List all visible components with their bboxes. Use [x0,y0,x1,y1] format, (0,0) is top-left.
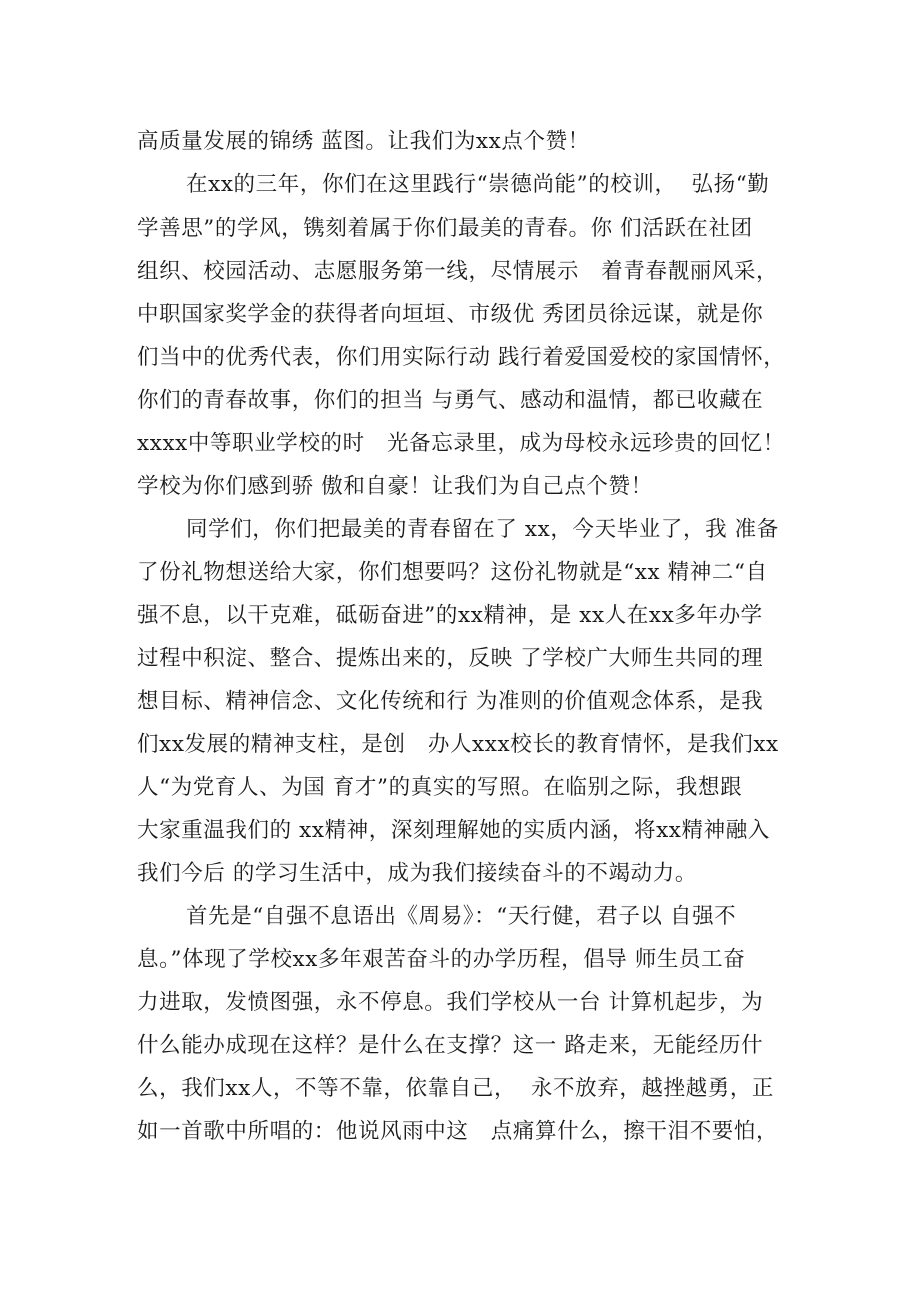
text-line: 么，我们xx人，不等不靠，依靠自己， 永不放弃，越挫越勇，正 [137,1076,775,1101]
text-line: 过程中积淀、整合、提炼出来的，反映 了学校广大师生共同的理 [137,646,764,671]
text-line: 力进取，发愤图强，永不停息。我们学校从一台 计算机起步，为 [137,990,764,1015]
text-line: 什么能办成现在这样？是什么在支撑？这一 路走来，无能经历什 [137,1033,764,1058]
text-line: 了份礼物想送给大家，你们想要吗？这份礼物就是“xx 精神二“自 [137,560,768,585]
text-line: 学校为你们感到骄 傲和自豪！让我们为自己点个赞！ [137,474,653,499]
text-line: 们xx发展的精神支柱，是创 办人xxx校长的教育情怀，是我们xx [137,732,779,757]
text-line: 组织、校园活动、志愿服务第一线，尽情展示 着青春靓丽风采， [137,259,779,284]
text-line: 我们今后 的学习生活中，成为我们接续奋斗的不竭动力。 [137,861,697,886]
paragraph-first-line: 同学们，你们把最美的青春留在了 xx，今天毕业了，我 准备 [186,517,779,542]
text-line: 如一首歌中所唱的：他说风雨中这 点痛算什么，擦干泪不要怕， [137,1119,779,1144]
text-line: 强不息，以干克难，砥砺奋进”的xx精神，是 xx人在xx多年办学 [137,603,763,628]
text-line: 人“为党育人、为国 育才”的真实的写照。在临别之际，我想跟 [137,775,743,800]
text-line: 大家重温我们的 xx精神，深刻理解她的实质内涵，将xx精神融入 [137,818,770,843]
paragraph-first-line: 在xx的三年，你们在这里践行“崇德尚能”的校训， 弘扬“勤 [186,172,770,197]
text-line: 中职国家奖学金的获得者向垣垣、市级优 秀团员徐远谋，就是你 [137,302,764,327]
text-line: 息。”体现了学校xx多年艰苦奋斗的办学历程，倡导 师生员工奋 [137,947,746,972]
text-line: 想目标、精神信念、文化传统和行 为准则的价值观念体系，是我 [137,689,764,714]
text-line: 高质量发展的锦绣 蓝图。让我们为xx点个赞！ [137,129,590,154]
text-line: 你们的青春故事，你们的担当 与勇气、感动和温情，都已收藏在 [137,388,764,413]
paragraph-first-line: 首先是“自强不息语出《周易》：“天行健，君子以 自强不 [186,904,737,929]
text-line: xxxx中等职业学校的时 光备忘录里，成为母校永远珍贵的回忆！ [137,431,785,456]
text-line: 学善思”的学风，镌刻着属于你们最美的青春。你 们活跃在社团 [137,216,753,241]
text-line: 们当中的优秀代表，你们用实际行动 践行着爱国爱校的家国情怀， [137,345,786,370]
